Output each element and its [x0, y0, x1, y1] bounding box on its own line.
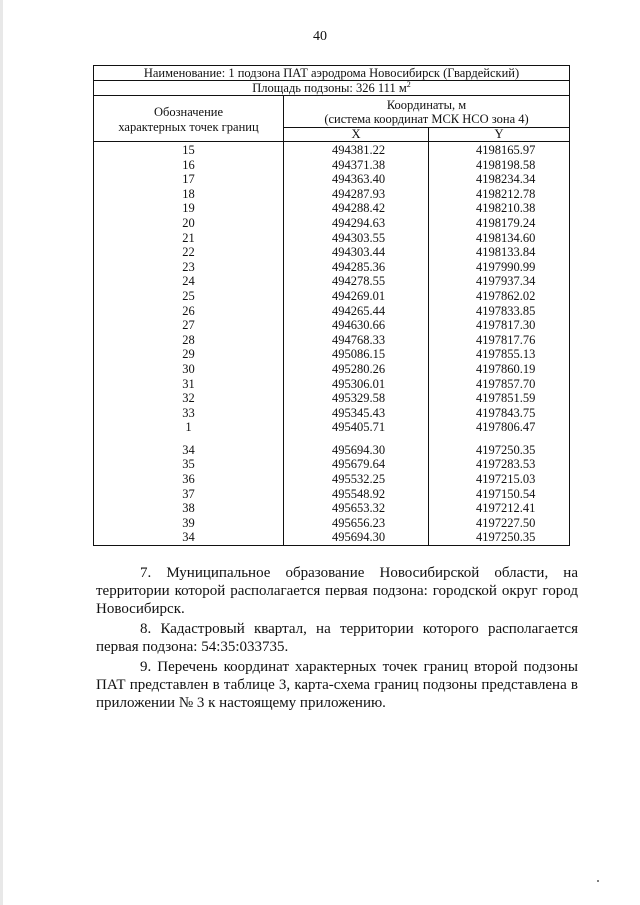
group-spacer — [429, 435, 569, 443]
table-cell-pt: 19 — [182, 201, 195, 216]
table-cell-pt: 22 — [182, 245, 195, 260]
table-cell-y: 4198165.97 — [476, 143, 536, 157]
table-cell-x: 495694.30 — [332, 530, 386, 545]
table-cell-y: 4197250.35 — [476, 530, 536, 545]
y-column — [429, 142, 569, 545]
x-column — [284, 142, 429, 545]
table-cell-x: 495345.43 — [332, 405, 386, 420]
table-cell-y: 4197990.99 — [476, 259, 536, 274]
table-cell-pt: 31 — [182, 376, 195, 391]
table-cell-y: 4197860.19 — [476, 361, 536, 376]
table-cell-x: 494287.93 — [332, 186, 386, 201]
table-cell-x: 494371.38 — [332, 157, 386, 172]
points-header-line1: Обозначение — [153, 104, 224, 119]
table-cell-pt: 29 — [182, 347, 195, 362]
table-cell-pt: 1 — [185, 420, 192, 435]
table-cell-pt: 37 — [182, 486, 195, 501]
table-cell-pt: 16 — [182, 157, 195, 172]
table-cell-x: 494285.36 — [332, 259, 386, 274]
group-spacer — [94, 435, 283, 443]
table-cell-pt: 36 — [182, 472, 195, 487]
table-cell-y: 4198179.24 — [476, 215, 536, 230]
paragraph-7: 7. Муниципальное образование Новосибирской области, на территории которой располагается первая подзона: городской округ город Новосибирск. — [96, 565, 578, 617]
coordinates-header-line1: Координаты, м — [386, 98, 467, 112]
table-cell-y: 4197283.53 — [476, 457, 536, 472]
table-cell-x: 495086.15 — [332, 347, 386, 362]
table-cell-x: 495280.26 — [332, 361, 386, 376]
table-cell-y: 4198198.58 — [476, 157, 536, 172]
table-cell-y: 4197215.03 — [476, 472, 536, 487]
table-cell-x: 495329.58 — [332, 391, 386, 406]
table-cell-pt: 24 — [182, 274, 195, 289]
table-cell-pt: 15 — [182, 143, 195, 157]
scan-edge — [0, 0, 3, 905]
table-name-row: Наименование: 1 подзона ПАТ аэродрома Новосибирск (Гвардейский) — [94, 66, 569, 81]
paragraph-9: 9. Перечень координат характерных точек границ второй подзоны ПАТ представлен в таблице 3, карта-схема границ подзоны представлена в приложении № 3 к настоящему приложению. — [96, 659, 578, 711]
table-cell-x: 495679.64 — [332, 457, 386, 472]
table-cell-y: 4197857.70 — [476, 376, 536, 391]
coordinates-header-line2: (система координат МСК НСО зона 4) — [324, 112, 529, 126]
page-number: 40 — [313, 29, 327, 44]
table-cell-x: 494630.66 — [332, 318, 386, 333]
table-cell-x: 495532.25 — [332, 472, 386, 487]
table-cell-y: 4197851.59 — [476, 391, 536, 406]
table-cell-pt: 34 — [182, 442, 195, 457]
table-cell-pt: 26 — [182, 303, 195, 318]
coordinates-header-title — [284, 96, 569, 128]
xy-header-row — [284, 128, 569, 141]
table-cell-y: 4198133.84 — [476, 245, 536, 260]
table-cell-y: 4197806.47 — [476, 420, 536, 435]
table-cell-y: 4198134.60 — [476, 230, 536, 245]
table-cell-y: 4198212.78 — [476, 186, 536, 201]
table-cell-y: 4197817.76 — [476, 332, 536, 347]
table-cell-x: 495653.32 — [332, 501, 386, 516]
table-cell-x: 495405.71 — [332, 420, 386, 435]
table-cell-pt: 25 — [182, 288, 195, 303]
table-cell-pt: 35 — [182, 457, 195, 472]
x-column-header: X — [284, 128, 429, 141]
table-cell-y: 4197227.50 — [476, 515, 536, 530]
table-cell-x: 494294.63 — [332, 215, 386, 230]
table-cell-y: 4197843.75 — [476, 405, 536, 420]
group-spacer — [284, 435, 428, 443]
table-cell-x: 495694.30 — [332, 442, 386, 457]
table-cell-y: 4197150.54 — [476, 486, 536, 501]
table-cell-pt: 21 — [182, 230, 195, 245]
table-cell-y: 4198234.34 — [476, 172, 536, 187]
table-cell-y: 4197833.85 — [476, 303, 536, 318]
table-cell-pt: 17 — [182, 172, 195, 187]
table-cell-pt: 23 — [182, 259, 195, 274]
paragraph-8: 8. Кадастровый квартал, на территории которого располагается первая подзона: 54:35:033735. — [96, 621, 578, 655]
table-cell-pt: 33 — [182, 405, 195, 420]
coordinates-header — [284, 96, 569, 141]
points-column-header — [94, 96, 284, 141]
points-header-line2: характерных точек границ — [118, 119, 259, 134]
table-cell-pt: 39 — [182, 515, 195, 530]
table-cell-x: 494381.22 — [332, 143, 386, 157]
table-cell-pt: 30 — [182, 361, 195, 376]
table-cell-x: 494768.33 — [332, 332, 386, 347]
table-cell-x: 494269.01 — [332, 288, 386, 303]
table-cell-pt: 32 — [182, 391, 195, 406]
points-column — [94, 142, 284, 545]
area-text: Площадь подзоны: 326 111 м — [252, 81, 407, 95]
table-cell-x: 495548.92 — [332, 486, 386, 501]
table-area-row — [94, 81, 569, 96]
table-cell-pt: 28 — [182, 332, 195, 347]
table-body — [94, 142, 569, 545]
table-cell-x: 495306.01 — [332, 376, 386, 391]
table-cell-x: 494303.44 — [332, 245, 386, 260]
area-unit-superscript: 2 — [406, 80, 411, 89]
table-cell-x: 494278.55 — [332, 274, 386, 289]
scan-speck — [597, 880, 599, 882]
table-cell-y: 4197855.13 — [476, 347, 536, 362]
table-cell-y: 4197212.41 — [476, 501, 536, 516]
table-cell-y: 4197817.30 — [476, 318, 536, 333]
table-cell-x: 494303.55 — [332, 230, 386, 245]
table-cell-x: 494288.42 — [332, 201, 386, 216]
table-cell-y: 4197250.35 — [476, 442, 536, 457]
coordinates-table — [93, 65, 570, 546]
table-cell-pt: 38 — [182, 501, 195, 516]
table-cell-pt: 20 — [182, 215, 195, 230]
y-column-header: Y — [494, 127, 504, 141]
table-header — [94, 96, 569, 142]
table-cell-y: 4197937.34 — [476, 274, 536, 289]
table-cell-y: 4197862.02 — [476, 288, 536, 303]
table-cell-x: 494363.40 — [332, 172, 386, 187]
table-cell-x: 495656.23 — [332, 515, 386, 530]
table-cell-pt: 27 — [182, 318, 195, 333]
table-cell-pt: 18 — [182, 186, 195, 201]
table-cell-pt: 34 — [182, 530, 195, 545]
table-cell-x: 494265.44 — [332, 303, 386, 318]
table-cell-y: 4198210.38 — [476, 201, 536, 216]
